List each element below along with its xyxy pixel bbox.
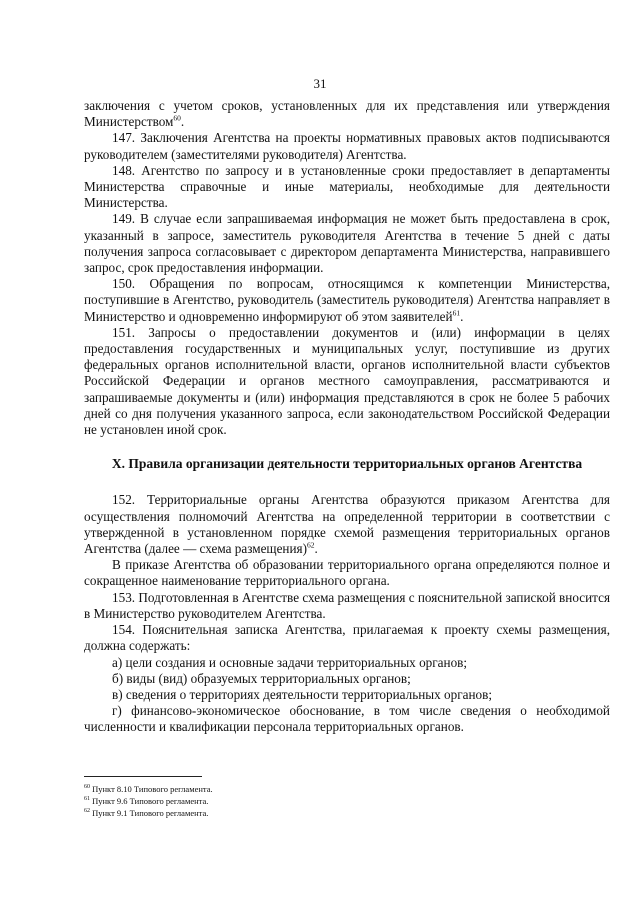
paragraph-152: 152. Территориальные органы Агентства образуются приказом Агентства для осуществления полномочий Агентства на определенной территории в соответствии с утвержденной в установленном порядке схемой размещения территориальных органов Агентства (далее — схема размещения)$^{62}$. — [84, 492, 610, 557]
footnote-ref: 62 — [307, 540, 315, 550]
footnote-ref: 61 — [452, 308, 461, 318]
paragraph-148: 148. Агентство по запросу и в установленные сроки предоставляет в департаменты Министерства справочные и иные материалы, необходимые для деятельности Министерства. — [84, 162, 610, 211]
paragraph-147: 147. Заключения Агентства на проекты нормативных правовых актов подписываются руководителем (заместителями руководителя) Агентства. — [84, 130, 610, 162]
paragraph-151: 151. Запросы о предоставлении документов и (или) информации в целях предоставления государственных и муниципальных услуг, поступившие из других федеральных органов исполнительной власти, органов исполнительной власти субъектов Российской Федерации и органов местного самоуправления, рассматриваются и запрашиваемые документы и (или) информация представляются в срок не более 5 рабочих дней со дня получения указанного запроса, если законодательством Российской Федерации не установлен иной срок. — [84, 324, 610, 438]
document-body — [84, 98, 610, 736]
paragraph-153: 153. Подготовленная в Агентстве схема размещения с пояснительной запиской вносится в Министерство руководителем Агентства. — [84, 589, 611, 621]
page-number: 31 — [313, 76, 327, 91]
footnote-61: $^{61}$ Пункт 9.6 Типового регламента. — [84, 796, 209, 806]
list-item-a: а) цели создания и основные задачи территориальных органов; — [112, 654, 468, 670]
footnote-ref: 60 — [173, 113, 181, 123]
paragraph-continuation: заключения с учетом сроков, установленных для их представления или утверждения Министерством$^{60}$. — [84, 98, 610, 130]
paragraph-154: 154. Пояснительная записка Агентства, прилагаемая к проекту схемы размещения, должна содержать: — [84, 622, 610, 654]
footnotes — [84, 776, 610, 819]
footnote-62: $^{62}$ Пункт 9.1 Типового регламента. — [84, 808, 209, 818]
footnote-60: $^{60}$ Пункт 8.10 Типового регламента. — [84, 784, 213, 794]
paragraph-149: 149. В случае если запрашиваемая информация не может быть предоставлена в срок, указанный в запросе, заместитель руководителя Агентства в течение 5 дней с даты получения запроса согласовывает с директором департамента Министерства, направившего запрос, срок предоставления информации. — [84, 211, 610, 276]
list-item-v: в) сведения о территориях деятельности территориальных органов; — [112, 686, 493, 702]
paragraph-order: В приказе Агентства об образовании территориального органа определяются полное и сокращенное наименование территориального органа. — [84, 557, 610, 589]
section-heading: X. Правила организации деятельности территориальных органов Агентства — [111, 456, 583, 472]
footnote-divider — [84, 776, 202, 777]
paragraph-150: 150. Обращения по вопросам, относящимся к компетенции Министерства, поступившие в Агентство, руководитель (заместитель руководителя) Агентства направляет в Министерство и одновременно информируют об этом заявителей$^{61}$. — [84, 276, 610, 324]
list-item-b: б) виды (вид) образуемых территориальных органов; — [112, 670, 411, 686]
list-item-g: г) финансово-экономическое обоснование, в том числе сведения о необходимой численности и квалификации персонала территориальных органов. — [84, 703, 610, 735]
